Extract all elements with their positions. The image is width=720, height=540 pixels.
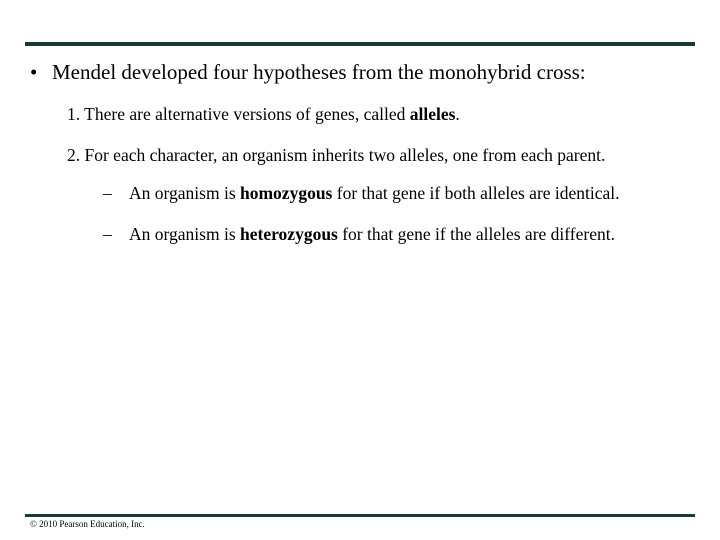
main-bullet-text: Mendel developed four hypotheses from the monohybrid cross: — [52, 60, 586, 84]
term-homozygous: homozygous — [240, 183, 333, 203]
hypothesis-1 — [67, 104, 460, 125]
subitem-2-prefix: An organism is — [129, 224, 240, 244]
main-bullet — [30, 60, 586, 85]
subitem-2-suffix: for that gene if the alleles are different. — [337, 224, 615, 244]
copyright-footer: © 2010 Pearson Education, Inc. — [30, 519, 145, 529]
bullet-marker: • — [30, 60, 38, 84]
hypothesis-1-prefix: 1. There are alternative versions of genes, called — [67, 104, 410, 124]
subitem-heterozygous — [103, 224, 615, 245]
bottom-divider — [25, 514, 695, 517]
subitem-1-prefix: An organism is — [129, 183, 240, 203]
hypothesis-1-suffix: . — [455, 104, 460, 124]
term-heterozygous: heterozygous — [240, 224, 338, 244]
subitem-homozygous — [103, 183, 620, 204]
hypothesis-2 — [67, 145, 605, 166]
term-alleles: alleles — [409, 104, 456, 124]
dash-marker: – — [103, 224, 112, 244]
subitem-1-suffix: for that gene if both alleles are identical. — [332, 183, 620, 203]
hypothesis-2-text: 2. For each character, an organism inherits two alleles, one from each parent. — [67, 145, 606, 165]
dash-marker: – — [103, 183, 112, 203]
top-divider — [25, 42, 695, 46]
